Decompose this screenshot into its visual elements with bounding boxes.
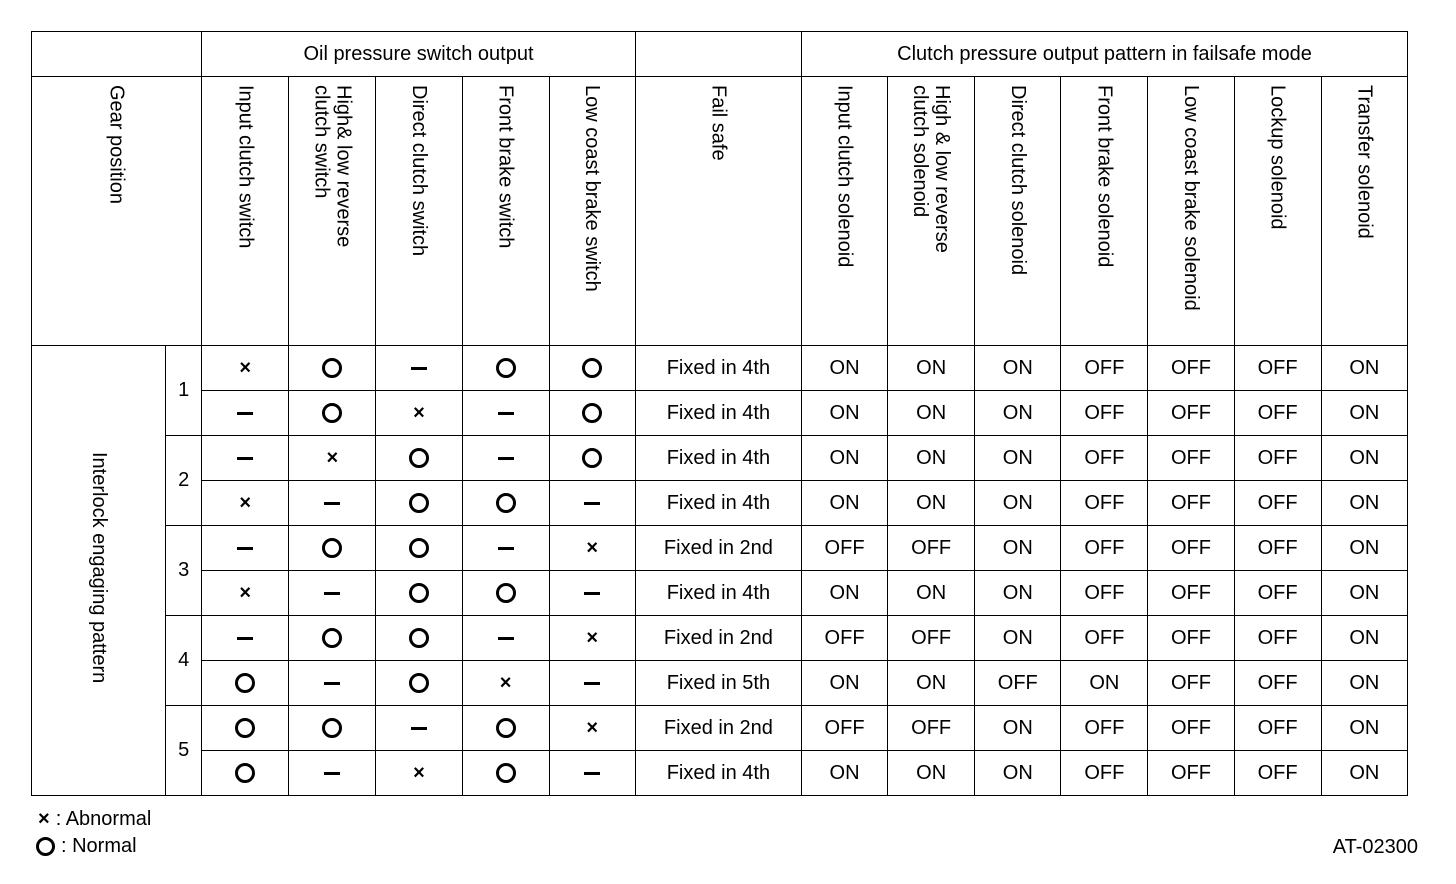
solenoid-cell: OFF xyxy=(1148,616,1234,661)
solenoid-cell: ON xyxy=(1321,661,1407,706)
switch-cell xyxy=(376,661,462,706)
normal-circle-icon xyxy=(496,763,516,783)
switch-cell xyxy=(202,526,289,571)
gear-number: 2 xyxy=(166,436,202,526)
switch-cell xyxy=(462,661,549,706)
solenoid-cell: ON xyxy=(975,526,1061,571)
solenoid-cell: ON xyxy=(975,706,1061,751)
front-brake-switch-header: Front brake switch xyxy=(462,77,549,346)
solenoid-cell: OFF xyxy=(1061,706,1148,751)
switch-cell xyxy=(462,391,549,436)
not-applicable-dash-icon xyxy=(584,682,600,685)
solenoid-cell: OFF xyxy=(1061,616,1148,661)
switch-cell xyxy=(202,481,289,526)
switch-cell xyxy=(549,436,635,481)
solenoid-cell: ON xyxy=(1321,571,1407,616)
switch-cell xyxy=(289,481,376,526)
fail-safe-header: Fail safe xyxy=(635,77,801,346)
switch-cell xyxy=(289,616,376,661)
not-applicable-dash-icon xyxy=(237,637,253,640)
normal-circle-icon xyxy=(496,583,516,603)
not-applicable-dash-icon xyxy=(411,727,427,730)
switch-cell xyxy=(549,346,635,391)
solenoid-cell: ON xyxy=(1321,526,1407,571)
table-row xyxy=(32,706,1408,751)
not-applicable-dash-icon xyxy=(237,412,253,415)
not-applicable-dash-icon xyxy=(584,502,600,505)
solenoid-cell: ON xyxy=(888,571,975,616)
solenoid-cell: OFF xyxy=(1148,526,1234,571)
switch-cell xyxy=(376,391,462,436)
abnormal-x-icon: × xyxy=(586,536,599,559)
switch-cell xyxy=(549,751,635,796)
table-row xyxy=(32,571,1408,616)
gear-number: 3 xyxy=(166,526,202,616)
solenoid-cell: OFF xyxy=(975,661,1061,706)
solenoid-cell: ON xyxy=(975,391,1061,436)
switch-cell xyxy=(549,526,635,571)
switch-cell xyxy=(549,706,635,751)
normal-circle-icon xyxy=(322,538,342,558)
solenoid-cell: OFF xyxy=(1061,391,1148,436)
normal-circle-icon xyxy=(36,837,55,856)
abnormal-x-icon: × xyxy=(499,671,512,694)
solenoid-cell: ON xyxy=(975,346,1061,391)
solenoid-cell: OFF xyxy=(1061,346,1148,391)
table-row xyxy=(32,391,1408,436)
high-low-reverse-clutch-solenoid-header: High & low reverse clutch solenoid xyxy=(888,77,975,346)
normal-circle-icon xyxy=(235,763,255,783)
solenoid-cell: ON xyxy=(975,436,1061,481)
solenoid-cell: OFF xyxy=(1234,616,1321,661)
input-clutch-solenoid-header: Input clutch solenoid xyxy=(802,77,888,346)
solenoid-cell: OFF xyxy=(888,526,975,571)
switch-cell xyxy=(462,706,549,751)
switch-cell xyxy=(376,751,462,796)
fail-safe-cell: Fixed in 4th xyxy=(635,751,801,796)
not-applicable-dash-icon xyxy=(237,457,253,460)
lockup-solenoid-header: Lockup solenoid xyxy=(1234,77,1321,346)
table-row xyxy=(32,481,1408,526)
gear-position-header: Gear position xyxy=(32,77,202,346)
solenoid-cell: OFF xyxy=(1061,526,1148,571)
gear-number: 1 xyxy=(166,346,202,436)
solenoid-cell: OFF xyxy=(888,616,975,661)
switch-cell xyxy=(289,526,376,571)
solenoid-cell: ON xyxy=(888,436,975,481)
solenoid-cell: ON xyxy=(1321,706,1407,751)
normal-circle-icon xyxy=(235,673,255,693)
switch-cell xyxy=(289,706,376,751)
switch-cell xyxy=(462,481,549,526)
not-applicable-dash-icon xyxy=(584,772,600,775)
solenoid-cell: ON xyxy=(888,751,975,796)
solenoid-cell: OFF xyxy=(1234,346,1321,391)
solenoid-cell: ON xyxy=(888,346,975,391)
switch-cell xyxy=(202,391,289,436)
normal-circle-icon xyxy=(496,493,516,513)
switch-cell xyxy=(376,481,462,526)
clutch-pattern-title: Clutch pressure output pattern in failsafe mode xyxy=(802,32,1408,77)
solenoid-cell: ON xyxy=(975,751,1061,796)
table-row xyxy=(32,661,1408,706)
switch-cell xyxy=(549,571,635,616)
solenoid-cell: ON xyxy=(802,436,888,481)
not-applicable-dash-icon xyxy=(324,772,340,775)
switch-cell xyxy=(289,661,376,706)
normal-circle-icon xyxy=(409,673,429,693)
normal-circle-icon xyxy=(496,718,516,738)
switch-cell xyxy=(549,661,635,706)
solenoid-cell: ON xyxy=(975,571,1061,616)
switch-cell xyxy=(289,346,376,391)
solenoid-cell: OFF xyxy=(1148,706,1234,751)
fail-safe-cell: Fixed in 4th xyxy=(635,436,801,481)
normal-circle-icon xyxy=(409,583,429,603)
solenoid-cell: OFF xyxy=(1148,346,1234,391)
switch-cell xyxy=(202,571,289,616)
switch-cell xyxy=(549,481,635,526)
switch-cell xyxy=(462,616,549,661)
normal-circle-icon xyxy=(409,538,429,558)
not-applicable-dash-icon xyxy=(498,547,514,550)
solenoid-cell: ON xyxy=(1321,751,1407,796)
switch-cell xyxy=(376,571,462,616)
gear-number: 4 xyxy=(166,616,202,706)
abnormal-x-icon: × xyxy=(326,446,339,469)
fail-safe-cell: Fixed in 4th xyxy=(635,391,801,436)
solenoid-cell: ON xyxy=(888,661,975,706)
solenoid-cell: OFF xyxy=(1061,571,1148,616)
not-applicable-dash-icon xyxy=(237,547,253,550)
solenoid-cell: OFF xyxy=(1148,661,1234,706)
solenoid-cell: OFF xyxy=(888,706,975,751)
switch-cell xyxy=(376,616,462,661)
interlock-table xyxy=(31,31,1408,796)
solenoid-cell: ON xyxy=(802,346,888,391)
solenoid-cell: ON xyxy=(1321,391,1407,436)
switch-cell xyxy=(549,616,635,661)
oil-pressure-title: Oil pressure switch output xyxy=(202,32,636,77)
direct-clutch-solenoid-header: Direct clutch solenoid xyxy=(975,77,1061,346)
solenoid-cell: ON xyxy=(802,481,888,526)
solenoid-cell: OFF xyxy=(1234,526,1321,571)
abnormal-x-icon: × xyxy=(586,626,599,649)
normal-circle-icon xyxy=(322,403,342,423)
normal-circle-icon xyxy=(582,448,602,468)
abnormal-x-icon: × xyxy=(38,808,50,830)
high-low-reverse-clutch-switch-header: High& low reverse clutch switch xyxy=(289,77,376,346)
solenoid-cell: OFF xyxy=(1234,481,1321,526)
solenoid-cell: ON xyxy=(1321,346,1407,391)
solenoid-cell: OFF xyxy=(1234,436,1321,481)
solenoid-cell: ON xyxy=(802,751,888,796)
normal-circle-icon xyxy=(322,358,342,378)
table-row xyxy=(32,526,1408,571)
solenoid-cell: ON xyxy=(888,481,975,526)
switch-cell xyxy=(376,706,462,751)
not-applicable-dash-icon xyxy=(324,592,340,595)
table-row xyxy=(32,616,1408,661)
fail-safe-cell: Fixed in 4th xyxy=(635,481,801,526)
table-body xyxy=(32,346,1408,796)
abnormal-x-icon: × xyxy=(239,581,252,604)
interlock-pattern-label: Interlock engaging pattern xyxy=(32,346,166,796)
solenoid-cell: OFF xyxy=(1234,571,1321,616)
normal-circle-icon xyxy=(409,493,429,513)
legend-normal xyxy=(36,835,137,858)
solenoid-cell: OFF xyxy=(1148,571,1234,616)
switch-cell xyxy=(549,391,635,436)
table-row xyxy=(32,346,1408,391)
header-row-2 xyxy=(32,77,1408,346)
switch-cell xyxy=(202,661,289,706)
solenoid-cell: ON xyxy=(1321,436,1407,481)
normal-circle-icon xyxy=(496,358,516,378)
switch-cell xyxy=(462,751,549,796)
switch-cell xyxy=(462,436,549,481)
header-row-1 xyxy=(32,32,1408,77)
low-coast-brake-solenoid-header: Low coast brake solenoid xyxy=(1148,77,1234,346)
switch-cell xyxy=(462,571,549,616)
table-row xyxy=(32,751,1408,796)
switch-cell xyxy=(376,526,462,571)
abnormal-x-icon: × xyxy=(586,716,599,739)
normal-label: : Normal xyxy=(61,835,137,857)
solenoid-cell: OFF xyxy=(802,706,888,751)
not-applicable-dash-icon xyxy=(324,502,340,505)
solenoid-cell: OFF xyxy=(1148,436,1234,481)
switch-cell xyxy=(462,346,549,391)
solenoid-cell: ON xyxy=(802,571,888,616)
solenoid-cell: ON xyxy=(975,481,1061,526)
fail-safe-cell: Fixed in 2nd xyxy=(635,706,801,751)
switch-cell xyxy=(289,571,376,616)
solenoid-cell: ON xyxy=(888,391,975,436)
low-coast-brake-switch-header: Low coast brake switch xyxy=(549,77,635,346)
solenoid-cell: OFF xyxy=(1148,481,1234,526)
switch-cell xyxy=(376,346,462,391)
switch-cell xyxy=(462,526,549,571)
solenoid-cell: ON xyxy=(802,391,888,436)
fail-safe-cell: Fixed in 2nd xyxy=(635,616,801,661)
solenoid-cell: OFF xyxy=(1148,751,1234,796)
solenoid-cell: OFF xyxy=(802,526,888,571)
legend-abnormal xyxy=(36,808,151,831)
solenoid-cell: OFF xyxy=(1234,706,1321,751)
abnormal-x-icon: × xyxy=(239,491,252,514)
fail-safe-blank-cell xyxy=(635,32,801,77)
not-applicable-dash-icon xyxy=(498,457,514,460)
switch-cell xyxy=(289,391,376,436)
front-brake-solenoid-header: Front brake solenoid xyxy=(1061,77,1148,346)
direct-clutch-switch-header: Direct clutch switch xyxy=(376,77,462,346)
abnormal-label: : Abnormal xyxy=(55,808,152,830)
solenoid-cell: OFF xyxy=(1234,391,1321,436)
fail-safe-cell: Fixed in 4th xyxy=(635,346,801,391)
not-applicable-dash-icon xyxy=(498,412,514,415)
solenoid-cell: OFF xyxy=(1061,481,1148,526)
not-applicable-dash-icon xyxy=(324,682,340,685)
fail-safe-cell: Fixed in 4th xyxy=(635,571,801,616)
switch-cell xyxy=(202,751,289,796)
normal-circle-icon xyxy=(409,448,429,468)
abnormal-x-icon: × xyxy=(413,401,425,424)
normal-circle-icon xyxy=(582,358,602,378)
not-applicable-dash-icon xyxy=(411,367,427,370)
normal-circle-icon xyxy=(322,718,342,738)
solenoid-cell: OFF xyxy=(1234,751,1321,796)
switch-cell xyxy=(202,436,289,481)
solenoid-cell: ON xyxy=(1061,661,1148,706)
solenoid-cell: OFF xyxy=(1061,751,1148,796)
solenoid-cell: OFF xyxy=(1148,391,1234,436)
normal-circle-icon xyxy=(409,628,429,648)
input-clutch-switch-header: Input clutch switch xyxy=(202,77,289,346)
fail-safe-cell: Fixed in 2nd xyxy=(635,526,801,571)
fail-safe-cell: Fixed in 5th xyxy=(635,661,801,706)
solenoid-cell: OFF xyxy=(802,616,888,661)
normal-circle-icon xyxy=(582,403,602,423)
not-applicable-dash-icon xyxy=(498,637,514,640)
switch-cell xyxy=(202,346,289,391)
table-row xyxy=(32,436,1408,481)
solenoid-cell: OFF xyxy=(1061,436,1148,481)
switch-cell xyxy=(202,616,289,661)
switch-cell xyxy=(376,436,462,481)
abnormal-x-icon: × xyxy=(413,761,425,784)
corner-cell xyxy=(32,32,202,77)
solenoid-cell: ON xyxy=(975,616,1061,661)
transfer-solenoid-header: Transfer solenoid xyxy=(1321,77,1407,346)
abnormal-x-icon: × xyxy=(239,356,252,379)
normal-circle-icon xyxy=(235,718,255,738)
solenoid-cell: ON xyxy=(1321,616,1407,661)
figure-code: AT-02300 xyxy=(1332,836,1418,858)
switch-cell xyxy=(289,751,376,796)
solenoid-cell: ON xyxy=(802,661,888,706)
solenoid-cell: ON xyxy=(1321,481,1407,526)
switch-cell xyxy=(202,706,289,751)
solenoid-cell: OFF xyxy=(1234,661,1321,706)
switch-cell xyxy=(289,436,376,481)
normal-circle-icon xyxy=(322,628,342,648)
not-applicable-dash-icon xyxy=(584,592,600,595)
gear-number: 5 xyxy=(166,706,202,796)
